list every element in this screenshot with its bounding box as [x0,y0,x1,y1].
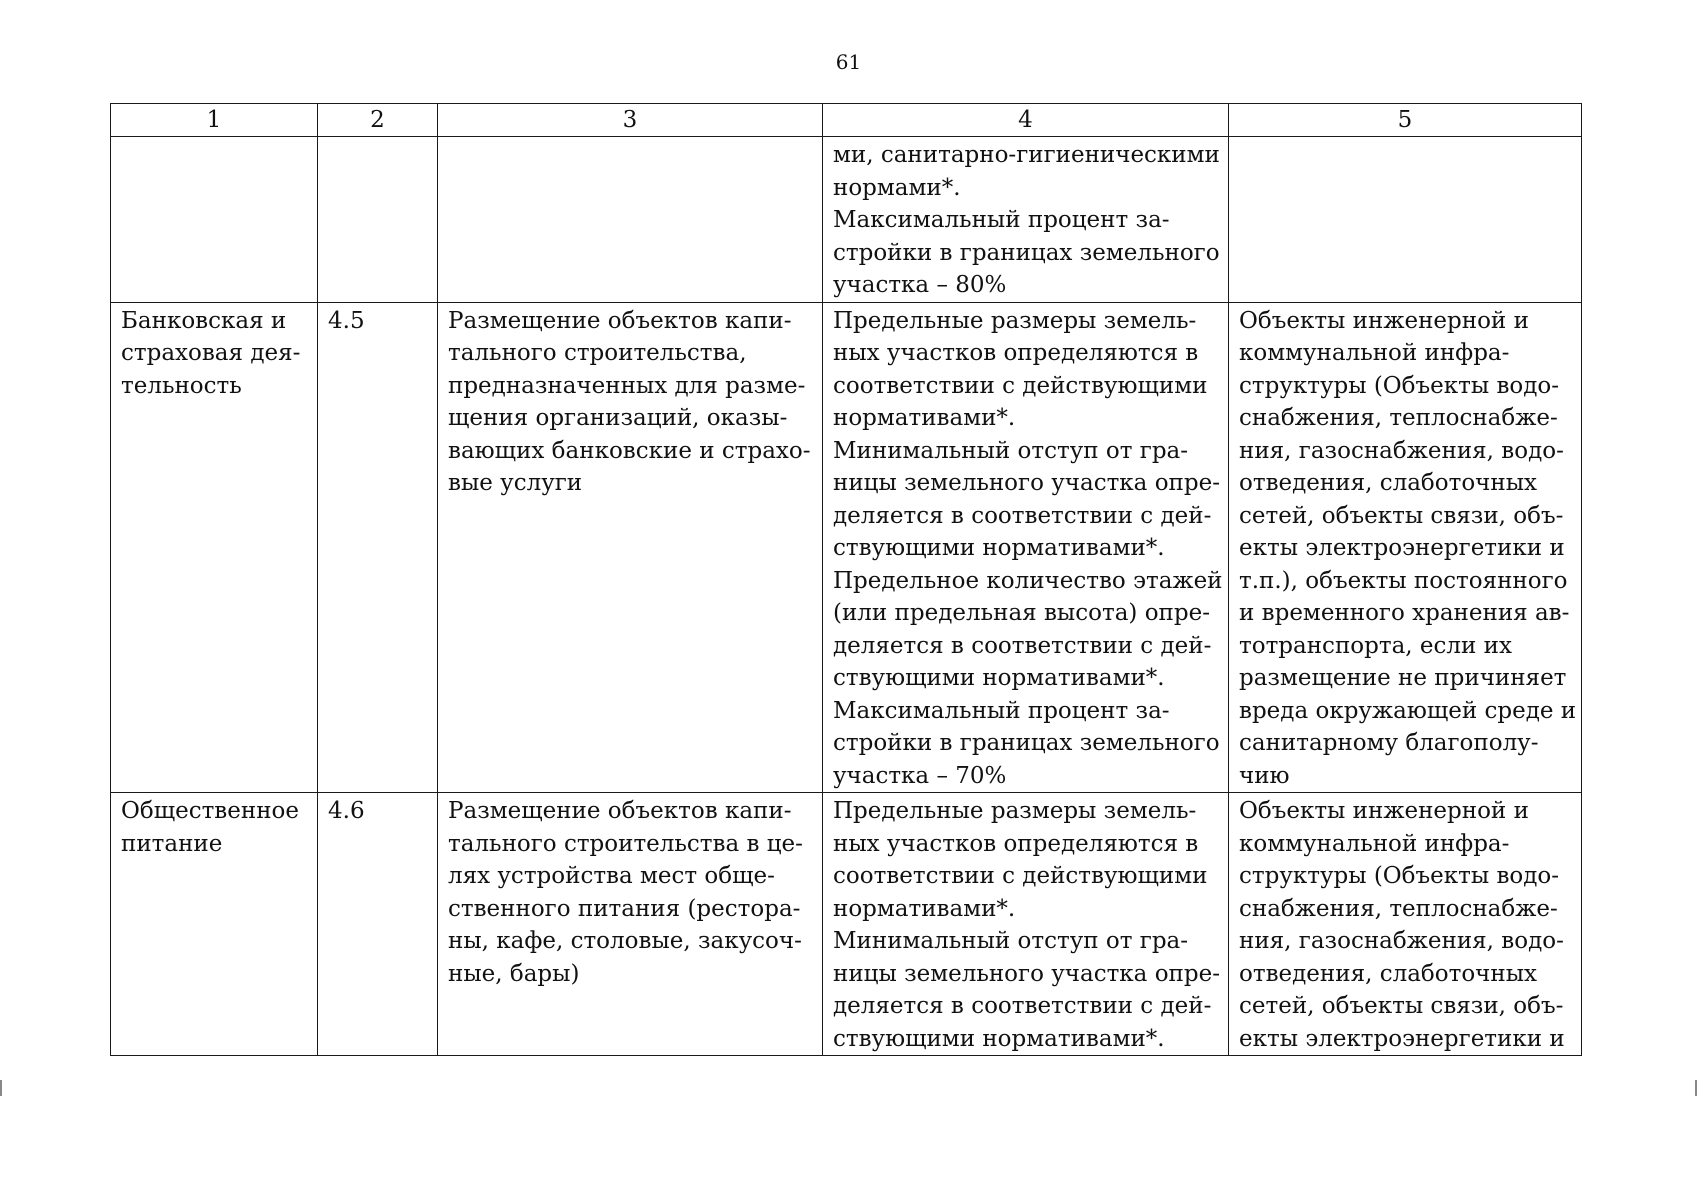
text-line: стройки в границах земельного [833,239,1220,266]
text-line: ствующими нормативами*. [833,665,1165,691]
table-header-row [111,104,1582,137]
column-header-1: 1 [111,104,318,137]
text-line: участка – 80% [833,272,1007,298]
land-use-table [110,103,1582,1056]
text-line: екты электроэнергетики и [1239,535,1565,561]
cell-parameters [823,793,1229,1056]
column-header-2: 2 [318,104,438,137]
text-line: ния, газоснабжения, водо- [1239,437,1564,464]
text-line: соответствии с действующими [833,372,1208,399]
column-header-5: 5 [1229,104,1582,137]
cell-use-type [111,137,318,303]
table-row-banking [111,302,1582,793]
text-line: Минимальный отступ от гра- [833,928,1189,954]
text-line: ствующими нормативами*. [833,1025,1165,1052]
text-line: ны, кафе, столовые, закусоч- [448,928,802,954]
table-row-continued [111,137,1582,303]
text-line: снабжения, теплоснабже- [1239,405,1558,431]
text-line: отведения, слаботочных [1239,960,1537,987]
text-line: чию [1239,762,1290,789]
text-line: лях устройства мест обще- [448,863,775,889]
text-line: екты электроэнергетики и [1239,1025,1565,1052]
text-line: стройки в границах земельного [833,730,1220,756]
text-line: Предельные размеры земель- [833,798,1197,824]
text-line: Объекты инженерной и [1239,798,1529,824]
cell-parameters [823,137,1229,303]
text-line: Максимальный процент за- [833,697,1170,724]
cell-use-type [111,793,318,1056]
text-line: ные, бары) [448,960,580,987]
text-line: тотранспорта, если их [1239,632,1512,659]
text-line: ствующими нормативами*. [833,535,1165,561]
text-line: нормативами*. [833,405,1016,431]
text-line: Предельное количество этажей [833,567,1223,594]
cell-auxiliary-uses [1229,137,1582,303]
text-line: тельность [121,372,242,399]
text-line: участка – 70% [833,762,1007,789]
text-line: санитарному благополу- [1239,730,1539,756]
cell-description [438,302,823,793]
cell-code: 4.6 [318,793,438,1056]
text-line: нормами*. [833,174,961,201]
text-line: Банковская и [121,307,287,334]
text-line: деляется в соответствии с дей- [833,502,1212,529]
text-line: питание [121,830,223,857]
cell-description [438,793,823,1056]
column-header-3: 3 [438,104,823,137]
cell-auxiliary-uses [1229,302,1582,793]
cell-use-type [111,302,318,793]
text-line: Минимальный отступ от гра- [833,437,1189,464]
text-line: ми, санитарно-гигиеническими [833,142,1220,168]
text-line: деляется в соответствии с дей- [833,632,1212,659]
text-line: ных участков определяются в [833,830,1199,857]
text-line: структуры (Объекты водо- [1239,372,1560,399]
text-line: сетей, объекты связи, объ- [1239,502,1564,529]
text-line: ницы земельного участка опре- [833,470,1220,496]
text-line: соответствии с действующими [833,863,1208,889]
text-line: вреда окружающей среде и [1239,697,1577,724]
text-line: Размещение объектов капи- [448,798,792,824]
text-line: Предельные размеры земель- [833,307,1197,334]
text-line: вые услуги [448,470,583,496]
text-line: ницы земельного участка опре- [833,960,1220,987]
text-line: ных участков определяются в [833,340,1199,366]
text-line: щения организаций, оказы- [448,405,788,431]
text-line: ственного питания (рестора- [448,895,801,922]
text-line: ния, газоснабжения, водо- [1239,928,1564,954]
table-row-catering [111,793,1582,1056]
text-line: Максимальный процент за- [833,207,1170,233]
column-header-4: 4 [823,104,1229,137]
text-line: тального строительства, [448,340,747,366]
cell-auxiliary-uses [1229,793,1582,1056]
page-number: 61 [835,50,862,74]
text-line: отведения, слаботочных [1239,470,1537,496]
text-line: Объекты инженерной и [1239,307,1529,334]
text-line: нормативами*. [833,895,1016,922]
text-line: структуры (Объекты водо- [1239,863,1560,889]
text-line: тального строительства в це- [448,830,803,857]
text-line: (или предельная высота) опре- [833,600,1210,626]
cell-parameters [823,302,1229,793]
text-line: вающих банковские и страхо- [448,437,811,464]
cell-description [438,137,823,303]
cell-code: 4.5 [318,302,438,793]
text-line: предназначенных для разме- [448,372,806,399]
text-line: размещение не причиняет [1239,665,1567,691]
text-line: снабжения, теплоснабже- [1239,895,1558,922]
text-line: Общественное [121,798,299,824]
text-line: Размещение объектов капи- [448,307,792,334]
cell-code [318,137,438,303]
left-margin-mark [0,1080,2,1096]
text-line: сетей, объекты связи, объ- [1239,993,1564,1019]
text-line: т.п.), объекты постоянного [1239,567,1568,594]
text-line: коммунальной инфра- [1239,340,1510,366]
text-line: коммунальной инфра- [1239,830,1510,857]
text-line: и временного хранения ав- [1239,600,1570,626]
text-line: деляется в соответствии с дей- [833,993,1212,1019]
text-line: страховая дея- [121,340,301,366]
